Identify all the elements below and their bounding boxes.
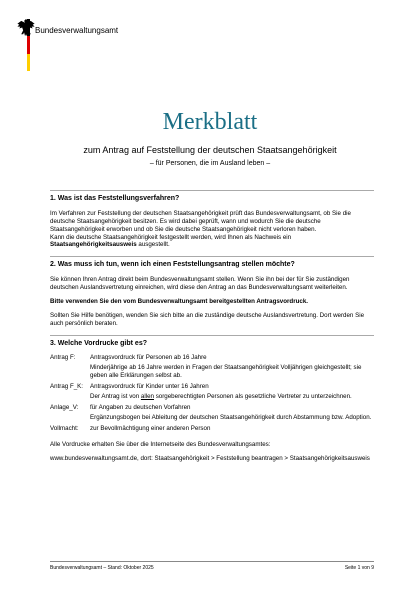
form-line: für Angaben zu deutschen Vorfahren <box>90 403 191 411</box>
section-1-heading: 1. Was ist das Feststellungsverfahren? <box>50 195 180 202</box>
text: Der Antrag ist von <box>90 392 141 400</box>
form-description <box>90 404 374 422</box>
form-line: Antragsvordruck für Personen ab 16 Jahre <box>90 354 207 362</box>
form-line: Ergänzungsbogen bei Ableitung der deutschen Staatsangehörigkeit durch Abstammung bzw. Adoption. <box>90 413 372 421</box>
page-number: Seite 1 von 9 <box>344 565 374 571</box>
form-item-vollmacht <box>50 425 374 433</box>
forms-source-text: Alle Vordrucke erhalten Sie über die Internetseite des Bundesverwaltungsamtes: <box>50 441 271 449</box>
form-label: Antrag F: <box>50 354 76 362</box>
underlined-text: allen <box>140 392 154 400</box>
section-2-paragraph-3: Sollten Sie Hilfe benötigen, wenden Sie sich bitte an die zuständige deutsche Auslandsvertretung. Dort werden Sie auch persönlich beraten. <box>50 311 365 327</box>
section-1-paragraph-2 <box>50 234 374 250</box>
form-label: Vollmacht: <box>50 424 79 432</box>
audience-note: – für Personen, die im Ausland leben – <box>149 160 271 167</box>
form-description <box>90 383 374 401</box>
form-label: Anlage_V: <box>50 403 79 411</box>
logo <box>16 12 36 39</box>
section-2-notice: Bitte verwenden Sie den vom Bundesverwaltungsamt bereitgestellten Antragsvordruck. <box>50 297 308 305</box>
website-path: www.bundesverwaltungsamt.de, dort: Staatsangehörigkeit > Feststellung beantragen > Staatsangehörigkeitsausweis <box>50 455 370 463</box>
text: ausgestellt. <box>136 241 170 249</box>
text: sorgeberechtigten Personen als gesetzliche Vertreter zu unterzeichnen. <box>153 392 352 400</box>
form-description <box>90 425 374 433</box>
section-1-paragraph: Im Verfahren zur Feststellung der deutschen Staatsangehörigkeit prüft das Bundesverwaltungsamt, ob Sie die deutsche Staatsangehörigkeit besitzen. Es wird dabei geprüft, wann und wodurch Sie die deutsche Staatsangehörigkeit erworben und ob Sie die deutsche Staatsangehörigkeit nicht verloren haben. <box>50 209 351 233</box>
form-line <box>90 393 374 401</box>
form-item-antrag-f <box>50 354 374 380</box>
page-subtitle: zum Antrag auf Feststellung der deutschen Staatsangehörigkeit <box>83 145 337 155</box>
form-description <box>90 354 374 380</box>
form-line: Minderjährige ab 16 Jahre werden in Fragen der Staatsangehörigkeit Volljährigen gleichgestellt; sie geben alle Erklärungen selbst ab. <box>90 364 362 380</box>
section-3-heading: 3. Welche Vordrucke gibt es? <box>50 339 147 347</box>
form-item-anlage-v <box>50 404 374 422</box>
bold-text: Staatsangehörigkeitsausweis <box>50 241 137 249</box>
federal-eagle-icon <box>16 18 36 39</box>
org-name: Bundesverwaltungsamt <box>35 26 119 35</box>
page-title: Merkblatt <box>162 109 258 135</box>
form-line: zur Bevollmächtigung einer anderen Person <box>90 424 211 432</box>
text: Kann die deutsche Staatsangehörigkeit festgestellt werden, wird Ihnen als Nachweis ein <box>50 233 292 241</box>
footer-divider <box>50 561 374 562</box>
footer-text: Bundesverwaltungsamt – Stand: Oktober 2025 <box>50 565 154 571</box>
form-label: Antrag F_K: <box>50 383 84 390</box>
form-line: Antragsvordruck für Kinder unter 16 Jahren <box>90 383 209 390</box>
flag-stripe <box>27 19 30 71</box>
section-2-paragraph: Sie können Ihren Antrag direkt beim Bundesverwaltungsamt stellen. Wenn Sie ihn bei der für Sie zuständigen deutschen Auslandsvertretung einreichen, wird diese den Antrag an das Bundesverwaltungsamt weiterleiten. <box>50 276 350 291</box>
form-item-antrag-fk <box>50 383 374 401</box>
section-2-heading: 2. Was muss ich tun, wenn ich einen Feststellungsantrag stellen möchte? <box>50 261 295 269</box>
document-body <box>50 183 374 463</box>
